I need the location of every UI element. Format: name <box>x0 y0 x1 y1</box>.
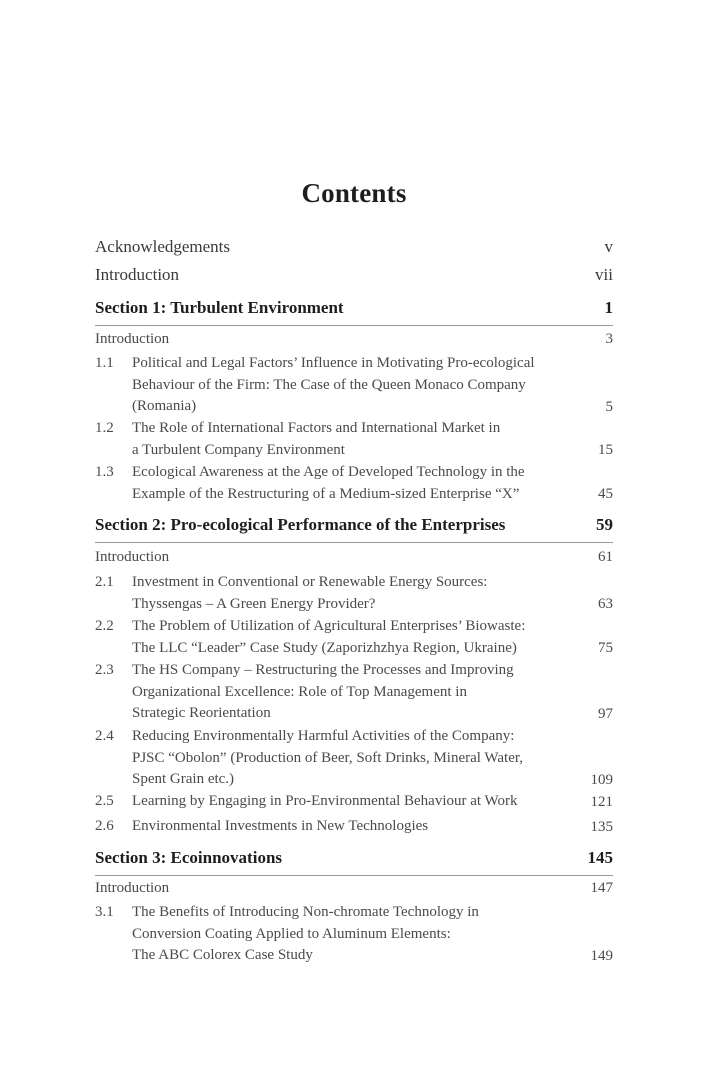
chapter-number: 1.3 <box>95 464 114 480</box>
section-page: 59 <box>596 515 613 534</box>
chapter-page: 135 <box>590 818 613 835</box>
chapter-title: Political and Legal Factors’ Influence in Motivating Pro-ecological Behaviour of the Firm: The Case of the Queen Monaco Company (Romania) <box>132 355 535 414</box>
toc-chapter-2-4[interactable] <box>95 726 613 791</box>
section-2-introduction[interactable] <box>95 549 613 569</box>
chapter-title: Learning by Engaging in Pro-Environmental Behaviour at Work <box>132 793 518 809</box>
entry-title: Introduction <box>95 549 170 565</box>
toc-entry-introduction[interactable] <box>95 265 613 289</box>
chapter-number: 2.6 <box>95 818 114 834</box>
section-page: 145 <box>587 848 613 867</box>
toc-chapter-3-1[interactable] <box>95 902 613 967</box>
chapter-title: The Benefits of Introducing Non-chromate Technology in Conversion Coating Applied to Aluminum Elements: The ABC Colorex Case Study <box>132 904 479 963</box>
chapter-title: The HS Company – Restructuring the Processes and Improving Organizational Excellence: Role of Top Management in Strategic Reorientation <box>132 662 514 721</box>
chapter-number: 2.5 <box>95 793 114 809</box>
entry-page: 3 <box>605 331 613 347</box>
chapter-page: 63 <box>598 595 613 612</box>
entry-title: Introduction <box>95 880 170 896</box>
chapter-number: 1.1 <box>95 355 114 371</box>
toc-chapter-1-1[interactable] <box>95 353 613 418</box>
chapter-page: 15 <box>598 441 613 458</box>
contents-page <box>95 0 613 1082</box>
section-heading-3[interactable] <box>95 848 613 872</box>
page-title: Contents <box>301 178 407 208</box>
chapter-number: 3.1 <box>95 904 114 920</box>
chapter-page: 75 <box>598 639 613 656</box>
chapter-title: Ecological Awareness at the Age of Developed Technology in the Example of the Restructuring of a Medium-sized Enterprise “X” <box>132 464 525 502</box>
chapter-page: 149 <box>590 947 613 964</box>
entry-page: v <box>604 237 613 256</box>
toc-chapter-2-6[interactable] <box>95 816 613 838</box>
chapter-title: Investment in Conventional or Renewable Energy Sources: Thyssengas – A Green Energy Provider? <box>132 574 488 612</box>
section-heading-1[interactable] <box>95 298 613 322</box>
toc-chapter-1-3[interactable] <box>95 462 613 505</box>
chapter-number: 1.2 <box>95 420 114 436</box>
chapter-title: Environmental Investments in New Technologies <box>132 818 429 834</box>
chapter-title: The Problem of Utilization of Agricultural Enterprises’ Biowaste: The LLC “Leader” Case Study (Zaporizhzhya Region, Ukraine) <box>132 618 526 656</box>
entry-page: 61 <box>598 549 613 565</box>
section-3-introduction[interactable] <box>95 880 613 900</box>
chapter-page: 45 <box>598 485 613 502</box>
chapter-number: 2.4 <box>95 728 114 744</box>
chapter-number: 2.1 <box>95 574 114 590</box>
toc-chapter-1-2[interactable] <box>95 418 613 461</box>
section-heading-2[interactable] <box>95 515 613 539</box>
toc-chapter-2-5[interactable] <box>95 791 613 813</box>
chapter-page: 5 <box>605 398 613 415</box>
chapter-page: 121 <box>590 793 613 810</box>
toc-chapter-2-3[interactable] <box>95 660 613 725</box>
chapter-title: The Role of International Factors and International Market in a Turbulent Company Environment <box>132 420 501 458</box>
section-page: 1 <box>604 298 613 317</box>
section-divider <box>95 325 613 326</box>
chapter-number: 2.3 <box>95 662 114 678</box>
section-title: Section 1: Turbulent Environment <box>95 298 344 317</box>
toc-chapter-2-1[interactable] <box>95 572 613 615</box>
entry-title: Acknowledgements <box>95 237 231 256</box>
section-1-introduction[interactable] <box>95 331 613 351</box>
toc-chapter-2-2[interactable] <box>95 616 613 659</box>
section-divider <box>95 875 613 876</box>
entry-title: Introduction <box>95 331 170 347</box>
section-title: Section 3: Ecoinnovations <box>95 848 283 867</box>
section-title: Section 2: Pro-ecological Performance of the Enterprises <box>95 515 506 534</box>
chapter-number: 2.2 <box>95 618 114 634</box>
chapter-page: 97 <box>598 705 613 722</box>
chapter-title: Reducing Environmentally Harmful Activities of the Company: PJSC “Obolon” (Production of Beer, Soft Drinks, Mineral Water, Spent Grain etc.) <box>132 728 524 787</box>
entry-page: vii <box>595 265 613 284</box>
section-divider <box>95 542 613 543</box>
chapter-page: 109 <box>590 771 613 788</box>
entry-title: Introduction <box>95 265 180 284</box>
toc-entry-acknowledgements[interactable] <box>95 237 613 261</box>
entry-page: 147 <box>590 880 613 896</box>
